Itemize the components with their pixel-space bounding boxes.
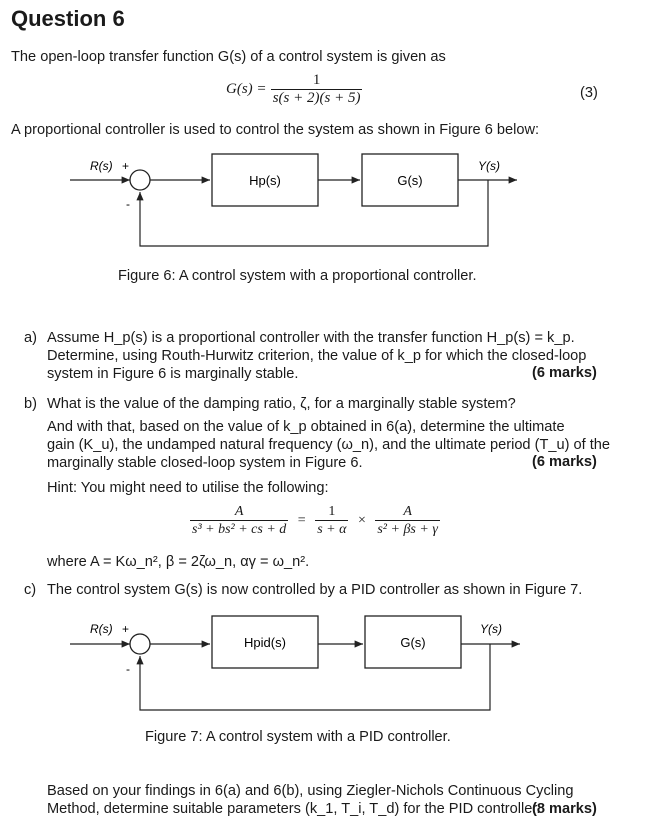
hint-fraction-2 [315, 503, 348, 538]
part-b-line-2: And with that, based on the value of k_p obtained in 6(a), determine the ultimate [47, 419, 565, 435]
hint-num-2: 1 [315, 503, 348, 521]
figure-6-block-diagram [0, 148, 647, 258]
hint-den-1: s³ + bs² + cs + d [192, 522, 287, 537]
figure-7-caption: Figure 7: A control system with a PID controller. [145, 729, 451, 745]
equation-lhs: G(s) = [226, 81, 267, 97]
fig7-summing-junction [130, 634, 150, 654]
hint-fraction-3 [375, 503, 439, 538]
hint-fraction-1 [190, 503, 288, 538]
part-b-line-1: What is the value of the damping ratio, ζ, for a marginally stable system? [47, 396, 516, 412]
hint-equals: = [297, 512, 306, 528]
fig6-plus-sign: + [122, 159, 130, 173]
equation-denominator: s(s + 2)(s + 5) [272, 90, 361, 106]
hint-num-3: A [375, 503, 439, 521]
part-a-line-1: Assume H_p(s) is a proportional controller with the transfer function H_p(s) = k_p. [47, 330, 575, 346]
figure-6-caption: Figure 6: A control system with a proportional controller. [118, 268, 477, 284]
fig7-controller-label: Hpid(s) [244, 635, 286, 650]
part-b-marks: (6 marks) [532, 454, 597, 470]
fig6-input-label: R(s) [90, 159, 113, 173]
hint-den-3: s² + βs + γ [377, 522, 438, 537]
fig6-minus-sign: - [126, 197, 130, 211]
hint-equation [190, 503, 440, 538]
final-line-1: Based on your findings in 6(a) and 6(b), using Ziegler-Nichols Continuous Cycling [47, 783, 574, 799]
part-a-line-2: Determine, using Routh-Hurwitz criterion, the value of k_p for which the closed-loop [47, 348, 587, 364]
fig6-summing-junction [130, 170, 150, 190]
question-title: Question 6 [11, 6, 125, 31]
intro-text: The open-loop transfer function G(s) of a control system is given as [11, 49, 446, 65]
final-marks: (8 marks) [532, 801, 597, 817]
fig6-controller-label: Hp(s) [249, 173, 281, 188]
equation-numerator: 1 [271, 72, 363, 90]
part-b-label: b) [24, 396, 37, 412]
fig7-plant-label: G(s) [400, 635, 426, 650]
equation-marks: (3) [580, 85, 598, 101]
fig7-output-label: Y(s) [480, 622, 502, 636]
hint-times: × [357, 512, 366, 528]
fig7-input-label: R(s) [90, 622, 113, 636]
part-a-marks: (6 marks) [532, 365, 597, 381]
part-a-line-3: system in Figure 6 is marginally stable. [47, 366, 299, 382]
hint-den-2: s + α [317, 522, 347, 537]
hint-num-1: A [190, 503, 288, 521]
part-b-line-4: marginally stable closed-loop system in Figure 6. [47, 455, 363, 471]
fig6-plant-label: G(s) [397, 173, 423, 188]
controller-sentence: A proportional controller is used to control the system as shown in Figure 6 below: [11, 122, 540, 138]
part-a-label: a) [24, 330, 37, 346]
part-c-line-1: The control system G(s) is now controlled by a PID controller as shown in Figure 7. [47, 582, 583, 598]
part-b-where: where A = Kω_n², β = 2ζω_n, αγ = ω_n². [47, 554, 310, 570]
fig7-plus-sign: + [122, 622, 130, 636]
equation-fraction [271, 72, 363, 107]
transfer-function-equation [226, 72, 362, 107]
fig6-output-label: Y(s) [478, 159, 500, 173]
final-line-2: Method, determine suitable parameters (k_1, T_i, T_d) for the PID controller. [47, 801, 541, 817]
part-c-label: c) [24, 582, 37, 598]
part-b-hint: Hint: You might need to utilise the following: [47, 480, 329, 496]
figure-7-block-diagram [0, 610, 647, 720]
fig7-minus-sign: - [126, 662, 130, 676]
part-b-line-3: gain (K_u), the undamped natural frequency (ω_n), and the ultimate period (T_u) of the [47, 437, 611, 453]
